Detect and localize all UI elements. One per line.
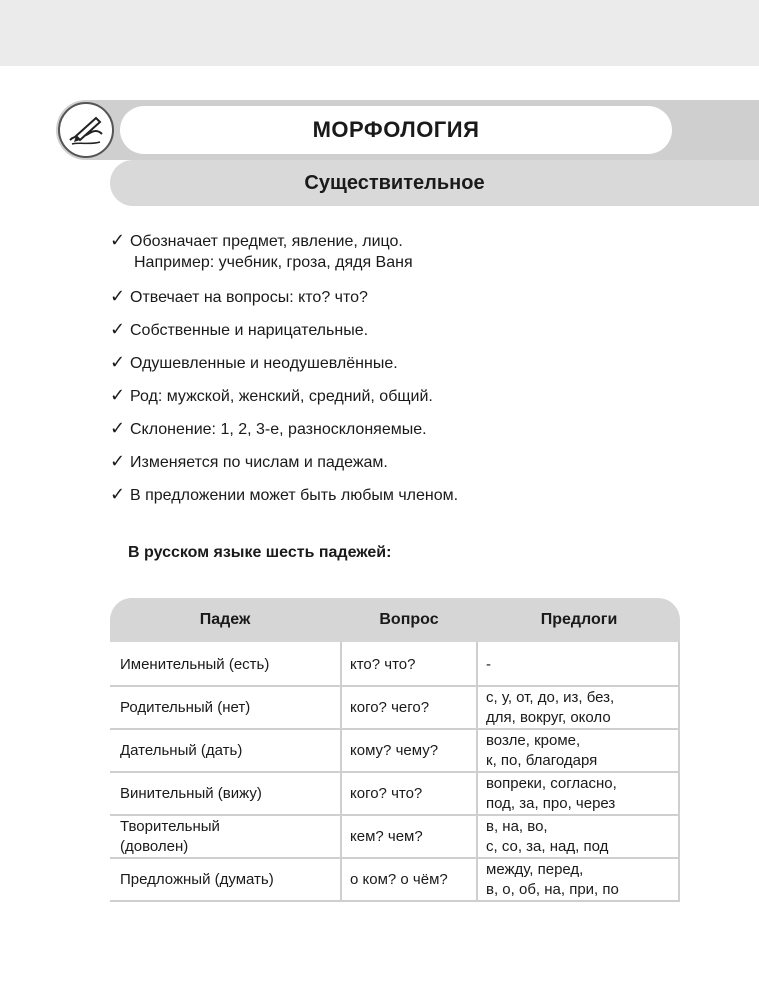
list-item: ✓ Отвечает на вопросы: кто? что?	[110, 286, 368, 306]
case-question: кого? чего?	[350, 698, 430, 716]
list-item: ✓ Одушевленные и неодушевлённые.	[110, 352, 398, 372]
case-prepositions: с, у, от, до, из, без, для, вокруг, около	[486, 688, 615, 726]
check-icon: ✓	[110, 319, 126, 339]
case-name: Винительный (вижу)	[120, 784, 262, 802]
check-icon: ✓	[110, 286, 126, 306]
check-icon: ✓	[110, 418, 126, 438]
table-caption: В русском языке шесть падежей:	[128, 544, 392, 561]
case-question: о ком? о чём?	[350, 870, 448, 888]
list-item: ✓ Изменяется по числам и падежам.	[110, 451, 388, 471]
check-icon: ✓	[110, 230, 126, 250]
list-item: ✓ В предложении может быть любым членом.	[110, 484, 459, 504]
header-prepositions: Предлоги	[540, 611, 618, 628]
case-name: Родительный (нет)	[120, 698, 251, 716]
case-name: Творительный (доволен)	[120, 817, 220, 855]
table-border-bottom	[110, 900, 680, 902]
list-item: ✓ Склонение: 1, 2, 3-е, разносклоняемые.	[110, 418, 427, 438]
header-question: Вопрос	[379, 611, 439, 628]
case-table	[110, 598, 680, 902]
header-case: Падеж	[199, 611, 251, 628]
case-prepositions: -	[486, 655, 491, 673]
section-subtitle: Существительное	[110, 160, 759, 206]
case-prepositions: в, на, во, с, со, за, над, под	[486, 817, 609, 855]
check-icon: ✓	[110, 385, 126, 405]
case-prepositions: между, перед, в, о, об, на, при, по	[486, 860, 619, 898]
case-name: Дательный (дать)	[120, 741, 243, 759]
case-name: Именительный (есть)	[120, 655, 270, 673]
pen-writing-icon	[58, 102, 114, 158]
case-name: Предложный (думать)	[120, 870, 274, 888]
page-title: МОРФОЛОГИЯ	[120, 106, 672, 154]
case-prepositions: вопреки, согласно, под, за, про, через	[486, 774, 617, 812]
check-icon: ✓	[110, 484, 126, 504]
case-question: кому? чему?	[350, 741, 439, 759]
list-item: ✓ Собственные и нарицательные.	[110, 319, 369, 339]
top-strip	[0, 0, 759, 66]
case-question: кем? чем?	[350, 827, 423, 845]
check-icon: ✓	[110, 451, 126, 471]
check-icon: ✓	[110, 352, 126, 372]
list-item: ✓ Род: мужской, женский, средний, общий.	[110, 385, 433, 405]
list-item: ✓ Обозначает предмет, явление, лицо. Например: учебник, гроза, дядя Ваня	[110, 230, 413, 271]
case-question: кто? что?	[350, 655, 416, 673]
case-prepositions: возле, кроме, к, по, благодаря	[486, 731, 598, 769]
case-question: кого? что?	[350, 784, 423, 802]
example-text: Например: учебник, гроза, дядя Ваня	[134, 254, 413, 271]
